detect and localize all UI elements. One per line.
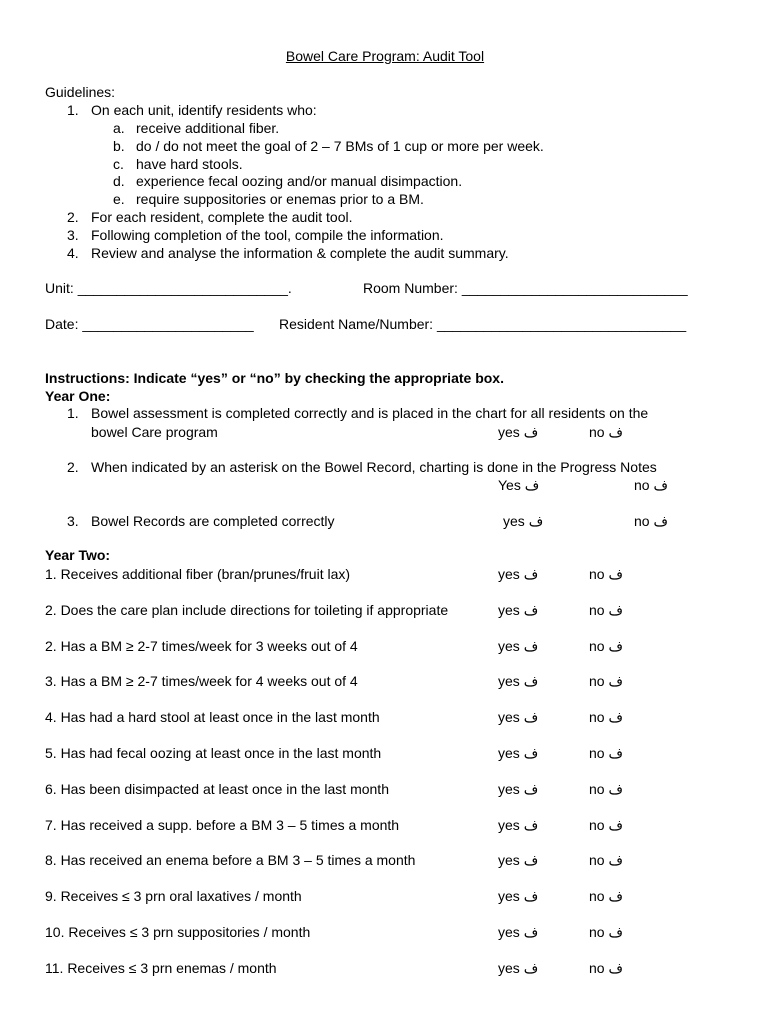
- year-one-number: 2.: [67, 459, 79, 475]
- guideline-number: 1.: [67, 102, 79, 118]
- checkbox-icon: ف: [523, 924, 539, 940]
- year-two-question: 9. Receives ≤ 3 prn oral laxatives / month: [45, 888, 302, 904]
- checkbox-icon: ف: [523, 817, 539, 833]
- yes-checkbox[interactable]: [498, 423, 538, 441]
- no-checkbox[interactable]: [634, 476, 668, 494]
- checkbox-icon: ف: [608, 709, 623, 725]
- no-checkbox[interactable]: [589, 887, 623, 905]
- year-two-question: 5. Has had fecal oozing at least once in the last month: [45, 745, 382, 761]
- checkbox-icon: ف: [523, 781, 539, 797]
- subitem-letter: b.: [113, 138, 125, 154]
- yes-checkbox[interactable]: [498, 708, 538, 726]
- no-label: no: [589, 960, 609, 976]
- year-one-number: 3.: [67, 513, 79, 529]
- checkbox-icon: ف: [524, 477, 540, 493]
- no-label: no: [589, 673, 609, 689]
- year-two-question: 2. Does the care plan include directions for toileting if appropriate: [45, 602, 449, 618]
- no-label: no: [589, 638, 609, 654]
- checkbox-icon: ف: [608, 781, 623, 797]
- year-two-question: 10. Receives ≤ 3 prn suppositories / month: [45, 924, 311, 940]
- checkbox-icon: ف: [608, 960, 623, 976]
- yes-checkbox[interactable]: [503, 512, 543, 530]
- no-checkbox[interactable]: [589, 565, 623, 583]
- guideline-text: Review and analyse the information & complete the audit summary.: [91, 245, 509, 261]
- yes-label: yes: [498, 424, 524, 440]
- checkbox-icon: ف: [523, 745, 539, 761]
- subitem-letter: c.: [113, 156, 124, 172]
- yes-label: yes: [498, 709, 524, 725]
- yes-label: yes: [498, 924, 524, 940]
- subitem-letter: a.: [113, 120, 125, 136]
- guideline-number: 4.: [67, 245, 79, 261]
- subitem-text: experience fecal oozing and/or manual disimpaction.: [136, 173, 463, 189]
- year-two-question: 11. Receives ≤ 3 prn enemas / month: [45, 960, 277, 976]
- checkbox-icon: ف: [608, 745, 623, 761]
- year-two-question: 3. Has a BM ≥ 2-7 times/week for 4 weeks out of 4: [45, 673, 358, 689]
- yes-checkbox[interactable]: [498, 851, 538, 869]
- unit-label: Unit:: [45, 280, 74, 296]
- year-one-question: Bowel Records are completed correctly: [91, 513, 335, 529]
- year-two-question: 7. Has received a supp. before a BM 3 – 5 times a month: [45, 817, 400, 833]
- page-title: Bowel Care Program: Audit Tool: [285, 48, 485, 64]
- yes-checkbox[interactable]: [498, 637, 538, 655]
- no-checkbox[interactable]: [589, 923, 623, 941]
- yes-checkbox[interactable]: [498, 923, 538, 941]
- no-checkbox[interactable]: [589, 780, 623, 798]
- unit-blank[interactable]: ___________________________.: [77, 280, 292, 296]
- checkbox-icon: ف: [608, 602, 623, 618]
- no-checkbox[interactable]: [589, 708, 623, 726]
- instructions: Instructions: Indicate “yes” or “no” by checking the appropriate box.: [45, 370, 504, 386]
- no-checkbox[interactable]: [589, 744, 623, 762]
- date-field[interactable]: [45, 315, 254, 333]
- checkbox-icon: ف: [608, 924, 623, 940]
- year-two-question: 1. Receives additional fiber (bran/prunes/fruit lax): [45, 566, 351, 582]
- subitem-text: have hard stools.: [136, 156, 243, 172]
- checkbox-icon: ف: [608, 888, 623, 904]
- checkbox-icon: ف: [653, 513, 668, 529]
- no-label: no: [589, 745, 609, 761]
- yes-checkbox[interactable]: [498, 672, 538, 690]
- no-label: no: [589, 566, 609, 582]
- room-number-label: Room Number:: [363, 280, 458, 296]
- checkbox-icon: ف: [523, 852, 539, 868]
- unit-field[interactable]: [45, 279, 292, 297]
- subitem-text: require suppositories or enemas prior to a BM.: [136, 191, 424, 207]
- year-two-question: 2. Has a BM ≥ 2-7 times/week for 3 weeks out of 4: [45, 638, 358, 654]
- no-checkbox[interactable]: [589, 672, 623, 690]
- checkbox-icon: ف: [523, 566, 539, 582]
- yes-label: yes: [498, 602, 524, 618]
- guideline-text: On each unit, identify residents who:: [91, 102, 317, 118]
- year-one-heading: Year One:: [45, 388, 111, 404]
- yes-label: yes: [498, 852, 524, 868]
- checkbox-icon: ف: [523, 673, 539, 689]
- guidelines-heading: Guidelines:: [45, 84, 116, 100]
- no-label: no: [589, 781, 609, 797]
- checkbox-icon: ف: [608, 673, 623, 689]
- no-label: no: [589, 817, 609, 833]
- checkbox-icon: ف: [608, 424, 623, 440]
- yes-checkbox[interactable]: [498, 816, 538, 834]
- year-one-question: When indicated by an asterisk on the Bowel Record, charting is done in the Progress Notes: [91, 459, 657, 475]
- yes-checkbox[interactable]: [498, 959, 538, 977]
- yes-label: Yes: [498, 477, 525, 493]
- yes-label: yes: [498, 745, 524, 761]
- checkbox-icon: ف: [523, 602, 539, 618]
- yes-label: yes: [498, 888, 524, 904]
- guideline-text: Following completion of the tool, compile the information.: [91, 227, 444, 243]
- year-one-question-continued: bowel Care program: [91, 424, 218, 440]
- year-two-question: 6. Has been disimpacted at least once in the last month: [45, 781, 389, 797]
- checkbox-icon: ف: [528, 513, 544, 529]
- resident-label: Resident Name/Number:: [279, 316, 434, 332]
- yes-checkbox[interactable]: [498, 887, 538, 905]
- guideline-number: 3.: [67, 227, 79, 243]
- checkbox-icon: ف: [523, 960, 539, 976]
- checkbox-icon: ف: [523, 424, 539, 440]
- checkbox-icon: ف: [653, 477, 668, 493]
- no-label: no: [589, 888, 609, 904]
- no-checkbox[interactable]: [589, 423, 623, 441]
- year-two-question: 8. Has received an enema before a BM 3 – 5 times a month: [45, 852, 416, 868]
- no-checkbox[interactable]: [634, 512, 668, 530]
- room-number-blank[interactable]: _____________________________: [461, 280, 688, 296]
- subitem-text: do / do not meet the goal of 2 – 7 BMs of 1 cup or more per week.: [136, 138, 544, 154]
- checkbox-icon: ف: [608, 638, 623, 654]
- yes-checkbox[interactable]: [498, 565, 538, 583]
- year-two-question: 4. Has had a hard stool at least once in the last month: [45, 709, 380, 725]
- checkbox-icon: ف: [608, 817, 623, 833]
- subitem-letter: d.: [113, 173, 125, 189]
- no-checkbox[interactable]: [589, 816, 623, 834]
- yes-label: yes: [498, 817, 524, 833]
- resident-field[interactable]: [279, 315, 686, 333]
- room-number-field[interactable]: [363, 279, 688, 297]
- date-blank[interactable]: ______________________: [82, 316, 254, 332]
- checkbox-icon: ف: [608, 566, 623, 582]
- no-label: no: [634, 513, 654, 529]
- checkbox-icon: ف: [523, 888, 539, 904]
- no-label: no: [589, 924, 609, 940]
- yes-label: yes: [498, 960, 524, 976]
- date-label: Date:: [45, 316, 79, 332]
- no-label: no: [589, 852, 609, 868]
- subitem-text: receive additional fiber.: [136, 120, 280, 136]
- no-label: no: [589, 424, 609, 440]
- subitem-letter: e.: [113, 191, 125, 207]
- yes-checkbox[interactable]: [498, 476, 539, 494]
- guideline-number: 2.: [67, 209, 79, 225]
- resident-blank[interactable]: ________________________________: [436, 316, 687, 332]
- yes-label: yes: [498, 638, 524, 654]
- no-label: no: [589, 709, 609, 725]
- no-checkbox[interactable]: [589, 851, 623, 869]
- yes-label: yes: [503, 513, 529, 529]
- no-checkbox[interactable]: [589, 637, 623, 655]
- year-one-number: 1.: [67, 405, 79, 421]
- yes-checkbox[interactable]: [498, 744, 538, 762]
- yes-label: yes: [498, 781, 524, 797]
- no-checkbox[interactable]: [589, 601, 623, 619]
- yes-label: yes: [498, 566, 524, 582]
- year-two-heading: Year Two:: [45, 547, 111, 563]
- yes-checkbox[interactable]: [498, 601, 538, 619]
- no-checkbox[interactable]: [589, 959, 623, 977]
- yes-label: yes: [498, 673, 524, 689]
- no-label: no: [589, 602, 609, 618]
- guideline-text: For each resident, complete the audit tool.: [91, 209, 353, 225]
- checkbox-icon: ف: [608, 852, 623, 868]
- checkbox-icon: ف: [523, 638, 539, 654]
- checkbox-icon: ف: [523, 709, 539, 725]
- no-label: no: [634, 477, 654, 493]
- year-one-question: Bowel assessment is completed correctly and is placed in the chart for all residents on the: [91, 405, 649, 421]
- yes-checkbox[interactable]: [498, 780, 538, 798]
